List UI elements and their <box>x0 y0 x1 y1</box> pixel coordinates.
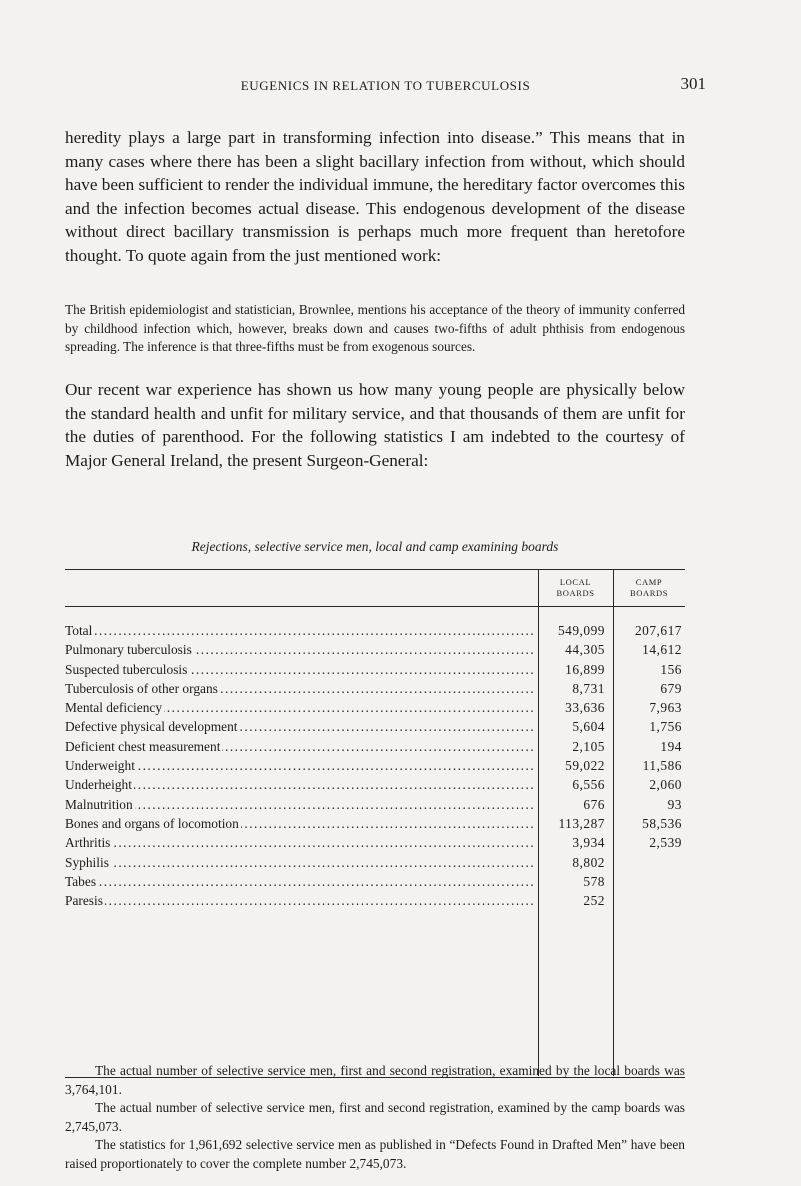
table-body <box>65 621 685 910</box>
row-label: Underweight ..... <box>65 756 535 775</box>
camp-boards-value: 156 <box>660 661 682 677</box>
row-label: Defective physical development ..... <box>65 717 535 736</box>
table-row <box>65 756 685 775</box>
local-boards-value: 8,731 <box>572 680 605 696</box>
col-divider-top-2 <box>613 569 614 606</box>
row-label: Tuberculosis of other organs ..... <box>65 679 535 698</box>
running-title: EUGENICS IN RELATION TO TUBERCULOSIS <box>240 78 531 93</box>
local-boards-value: 2,105 <box>572 738 605 754</box>
camp-boards-value: 1,756 <box>649 719 682 735</box>
table-row <box>65 853 685 872</box>
row-label: Pulmonary tuberculosis ..... <box>65 640 535 659</box>
col-camp-line2: BOARDS <box>629 588 669 598</box>
camp-boards-value: 207,617 <box>634 623 682 638</box>
local-boards-value: 33,636 <box>565 700 605 716</box>
local-boards-value: 252 <box>583 893 605 909</box>
local-boards-value: 8,802 <box>572 854 605 870</box>
row-label: Mental deficiency ..... <box>65 698 535 717</box>
table-row <box>65 717 685 736</box>
camp-boards-value: 93 <box>667 796 682 812</box>
local-boards-value: 44,305 <box>565 642 605 658</box>
col-local-line1: LOCAL <box>559 577 592 587</box>
camp-boards-value: 194 <box>660 738 682 754</box>
table-row <box>65 679 685 698</box>
col-camp-line1: CAMP <box>635 577 663 587</box>
row-label: Underheight ..... <box>65 775 535 794</box>
camp-boards-value: 2,539 <box>649 835 682 851</box>
table-notes <box>65 1062 685 1173</box>
table-row <box>65 891 685 910</box>
local-boards-value: 3,934 <box>572 835 605 851</box>
table-caption: Rejections, selective service men, local and camp examining boards <box>191 539 559 554</box>
row-label: Syphilis ..... <box>65 853 535 872</box>
camp-boards-value: 14,612 <box>642 642 682 658</box>
table-row <box>65 660 685 679</box>
paragraph-heredity: heredity plays a large part in transforming infection into disease.” This means that in many cases where there has been a slight bacillary infection from without, which should have been sufficient to render the individual immune, the hereditary factor overcomes this and the infection becomes actual disease. This endogenous development of the disease without direct bacillary transmission is perhaps much more frequent than heretofore thought. To quote again from the just mentioned work: <box>65 128 685 265</box>
table-row <box>65 775 685 794</box>
camp-boards-value: 679 <box>660 680 682 696</box>
table-top-rule <box>65 569 685 570</box>
note-paragraph: The actual number of selective service men, first and second registration, examined by the camp boards was 2,745,073. <box>65 1100 685 1134</box>
local-boards-value: 676 <box>583 796 605 812</box>
note-paragraph: The statistics for 1,961,692 selective service men as published in “Defects Found in Drafted Men” have been raised proportionately to cover the complete number 2,745,073. <box>65 1137 685 1171</box>
row-label: Paresis ..... <box>65 891 535 910</box>
local-boards-value: 5,604 <box>572 719 605 735</box>
row-label: Tabes ..... <box>65 872 535 891</box>
table-row <box>65 698 685 717</box>
col-divider-top-1 <box>538 569 539 606</box>
note-paragraph: The actual number of selective service men, first and second registration, examined by the local boards was 3,764,101. <box>65 1063 685 1097</box>
table-row <box>65 814 685 833</box>
local-boards-value: 16,899 <box>565 661 605 677</box>
table-row <box>65 640 685 659</box>
local-boards-value: 59,022 <box>565 758 605 774</box>
camp-boards-value: 11,586 <box>642 758 682 774</box>
camp-boards-value: 2,060 <box>649 777 682 793</box>
camp-boards-value: 58,536 <box>642 815 682 831</box>
table-header-rule <box>65 606 685 607</box>
paragraph-war-experience: Our recent war experience has shown us how many young people are physically below the standard health and unfit for military service, and that thousands of them are unfit for the duties of parenthood. For the following statistics I am indebted to the courtesy of Major General Ireland, the present Surgeon-General: <box>65 380 685 470</box>
table-row <box>65 621 685 640</box>
block-quote-brownlee: The British epidemiologist and statistician, Brownlee, mentions his acceptance of the theory of immunity conferred by childhood infection which, however, breaks down and causes two-fifths of adult phthisis from endogenous spreading. The inference is that three-fifths must be from exogenous sources. <box>65 302 685 354</box>
local-boards-value: 6,556 <box>572 777 605 793</box>
row-label: Malnutrition ..... <box>65 795 535 814</box>
row-label: Arthritis ..... <box>65 833 535 852</box>
col-local-line2: BOARDS <box>556 588 595 598</box>
column-header-local-boards <box>538 577 613 599</box>
page-number: 301 <box>680 74 706 93</box>
row-label: Deficient chest measurement ..... <box>65 737 535 756</box>
column-header-camp-boards <box>613 577 685 599</box>
local-boards-value: 113,287 <box>558 815 605 831</box>
row-label: Total ..... <box>65 621 535 640</box>
local-boards-value: 549,099 <box>557 623 605 638</box>
rejections-table <box>65 569 685 1054</box>
row-label: Suspected tuberculosis ..... <box>65 660 535 679</box>
table-row <box>65 795 685 814</box>
table-row <box>65 872 685 891</box>
running-head <box>65 74 706 94</box>
local-boards-value: 578 <box>583 873 605 889</box>
table-row <box>65 737 685 756</box>
table-row <box>65 833 685 852</box>
camp-boards-value: 7,963 <box>649 700 682 716</box>
row-label: Bones and organs of locomotion ..... <box>65 814 535 833</box>
